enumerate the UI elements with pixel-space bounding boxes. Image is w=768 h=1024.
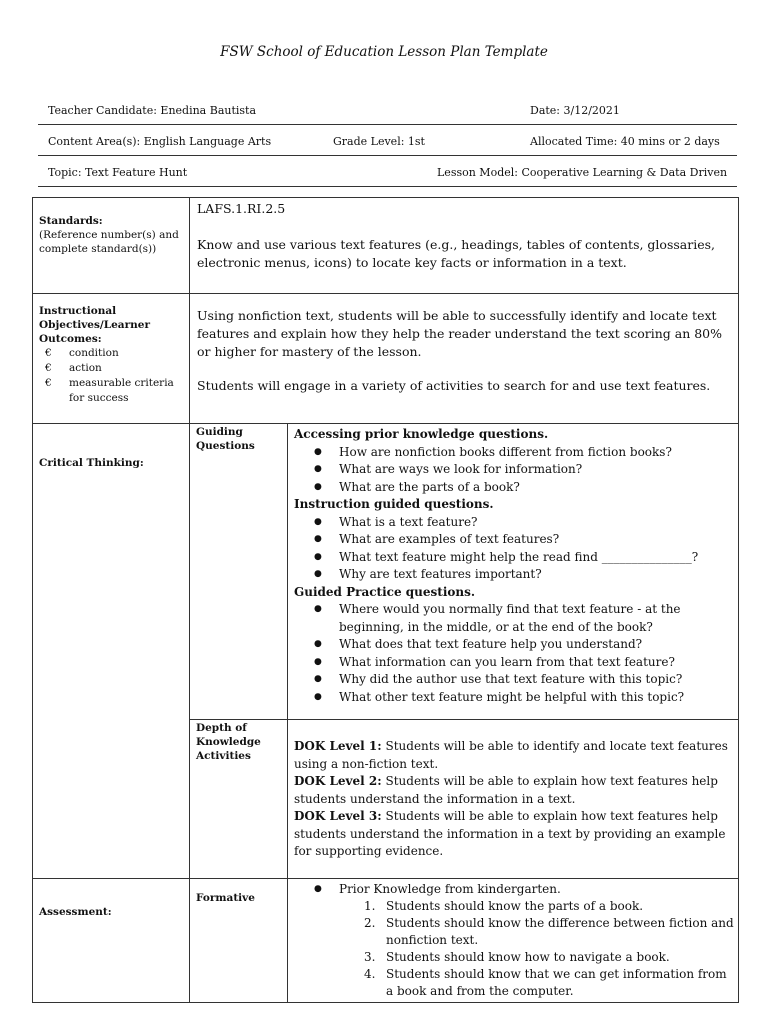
content-area: Content Area(s): English Language Arts xyxy=(48,135,272,148)
guiding-questions-label: Guiding Questions xyxy=(196,426,255,452)
grade-level: Grade Level: 1st xyxy=(333,135,425,148)
lesson-model: Lesson Model: Cooperative Learning & Data Driven xyxy=(437,166,728,179)
assessment-item: 4. Students should know that we can get information from a book and from the computer. xyxy=(364,967,727,998)
objective-text-1: Using nonfiction text, students will be able to successfully identify and locate text features and explain how they help the reader understand the text scoring an 80% or higher for mastery of the lesson. xyxy=(197,308,723,359)
question-group-heading: Instruction guided questions. xyxy=(294,497,494,511)
assessment-item: 1. Students should know the parts of a book. xyxy=(364,899,644,913)
objective-item: € measurable criteria xyxy=(45,377,174,389)
objective-item: € action xyxy=(45,362,102,374)
dok-level-1: DOK Level 1: Students will be able to identify and locate text features using a non-fiction text. xyxy=(294,739,728,771)
objective-item: for success xyxy=(69,392,129,404)
standards-label: Standards: (Reference number(s) and complete standard(s)) xyxy=(39,214,184,256)
header-row-content xyxy=(38,127,737,156)
teacher-candidate: Teacher Candidate: Enedina Bautista xyxy=(48,104,257,117)
question-item: ● Why did the author use that text feature with this topic? xyxy=(294,671,734,689)
objective-text-2: Students will engage in a variety of activities to search for and use text features. xyxy=(197,378,711,393)
question-item: ● What are the parts of a book? xyxy=(294,479,734,497)
question-item: ● Where would you normally find that text feature - at the beginning, in the middle, or at the end of the book? xyxy=(294,601,734,636)
assessment-bullet: ● Prior Knowledge from kindergarten. xyxy=(294,881,734,898)
objectives-label: Instructional Objectives/Learner Outcomes: € condition € action € measurable criteria for success xyxy=(39,304,184,406)
assessment-item: 3. Students should know how to navigate a book. xyxy=(364,950,670,964)
question-item: ● What are ways we look for information? xyxy=(294,461,734,479)
assessment-item: 2. Students should know the difference between fiction and nonfiction text. xyxy=(364,916,734,947)
dok-level-2: DOK Level 2: Students will be able to explain how text features help students understand the information in a text. xyxy=(294,774,718,806)
question-item: ● What other text feature might be helpful with this topic? xyxy=(294,689,734,707)
objectives-section xyxy=(32,293,739,424)
standards-sublabel: (Reference number(s) and complete standard(s)) xyxy=(39,229,179,255)
question-item: ● What text feature might help the read find _______________? xyxy=(294,549,734,567)
question-item: ● How are nonfiction books different from fiction books? xyxy=(294,444,734,462)
question-group-heading: Accessing prior knowledge questions. xyxy=(294,427,549,441)
standard-text: Know and use various text features (e.g., headings, tables of contents, glossaries, electronic menus, icons) to locate key facts or information in a text. xyxy=(197,237,715,270)
dok-label: Depth of Knowledge Activities xyxy=(196,722,261,762)
dok-level-3: DOK Level 3: Students will be able to explain how text features help students understand the information in a text by providing an example for supporting evidence. xyxy=(294,809,726,858)
lesson-date: Date: 3/12/2021 xyxy=(530,104,620,117)
objective-item: € condition xyxy=(45,347,119,359)
standard-code: LAFS.1.RI.2.5 xyxy=(197,201,286,216)
question-item: ● What information can you learn from that text feature? xyxy=(294,654,734,672)
standards-section xyxy=(32,197,739,294)
formative-label: Formative xyxy=(196,892,255,904)
question-item: ● What are examples of text features? xyxy=(294,531,734,549)
question-item: ● Why are text features important? xyxy=(294,566,734,584)
critical-thinking-label: Critical Thinking: xyxy=(39,457,144,469)
assessment-section xyxy=(32,878,739,1003)
allocated-time: Allocated Time: 40 mins or 2 days xyxy=(530,135,720,148)
assessment-label: Assessment: xyxy=(39,906,112,918)
question-group-heading: Guided Practice questions. xyxy=(294,584,476,599)
critical-thinking-section xyxy=(32,423,739,879)
header-row-topic xyxy=(38,158,737,187)
topic: Topic: Text Feature Hunt xyxy=(48,166,188,179)
page-title: FSW School of Education Lesson Plan Template xyxy=(220,44,548,60)
header-row-teacher xyxy=(38,96,737,125)
question-item: ● What is a text feature? xyxy=(294,514,734,532)
question-item: ● What does that text feature help you understand? xyxy=(294,636,734,654)
